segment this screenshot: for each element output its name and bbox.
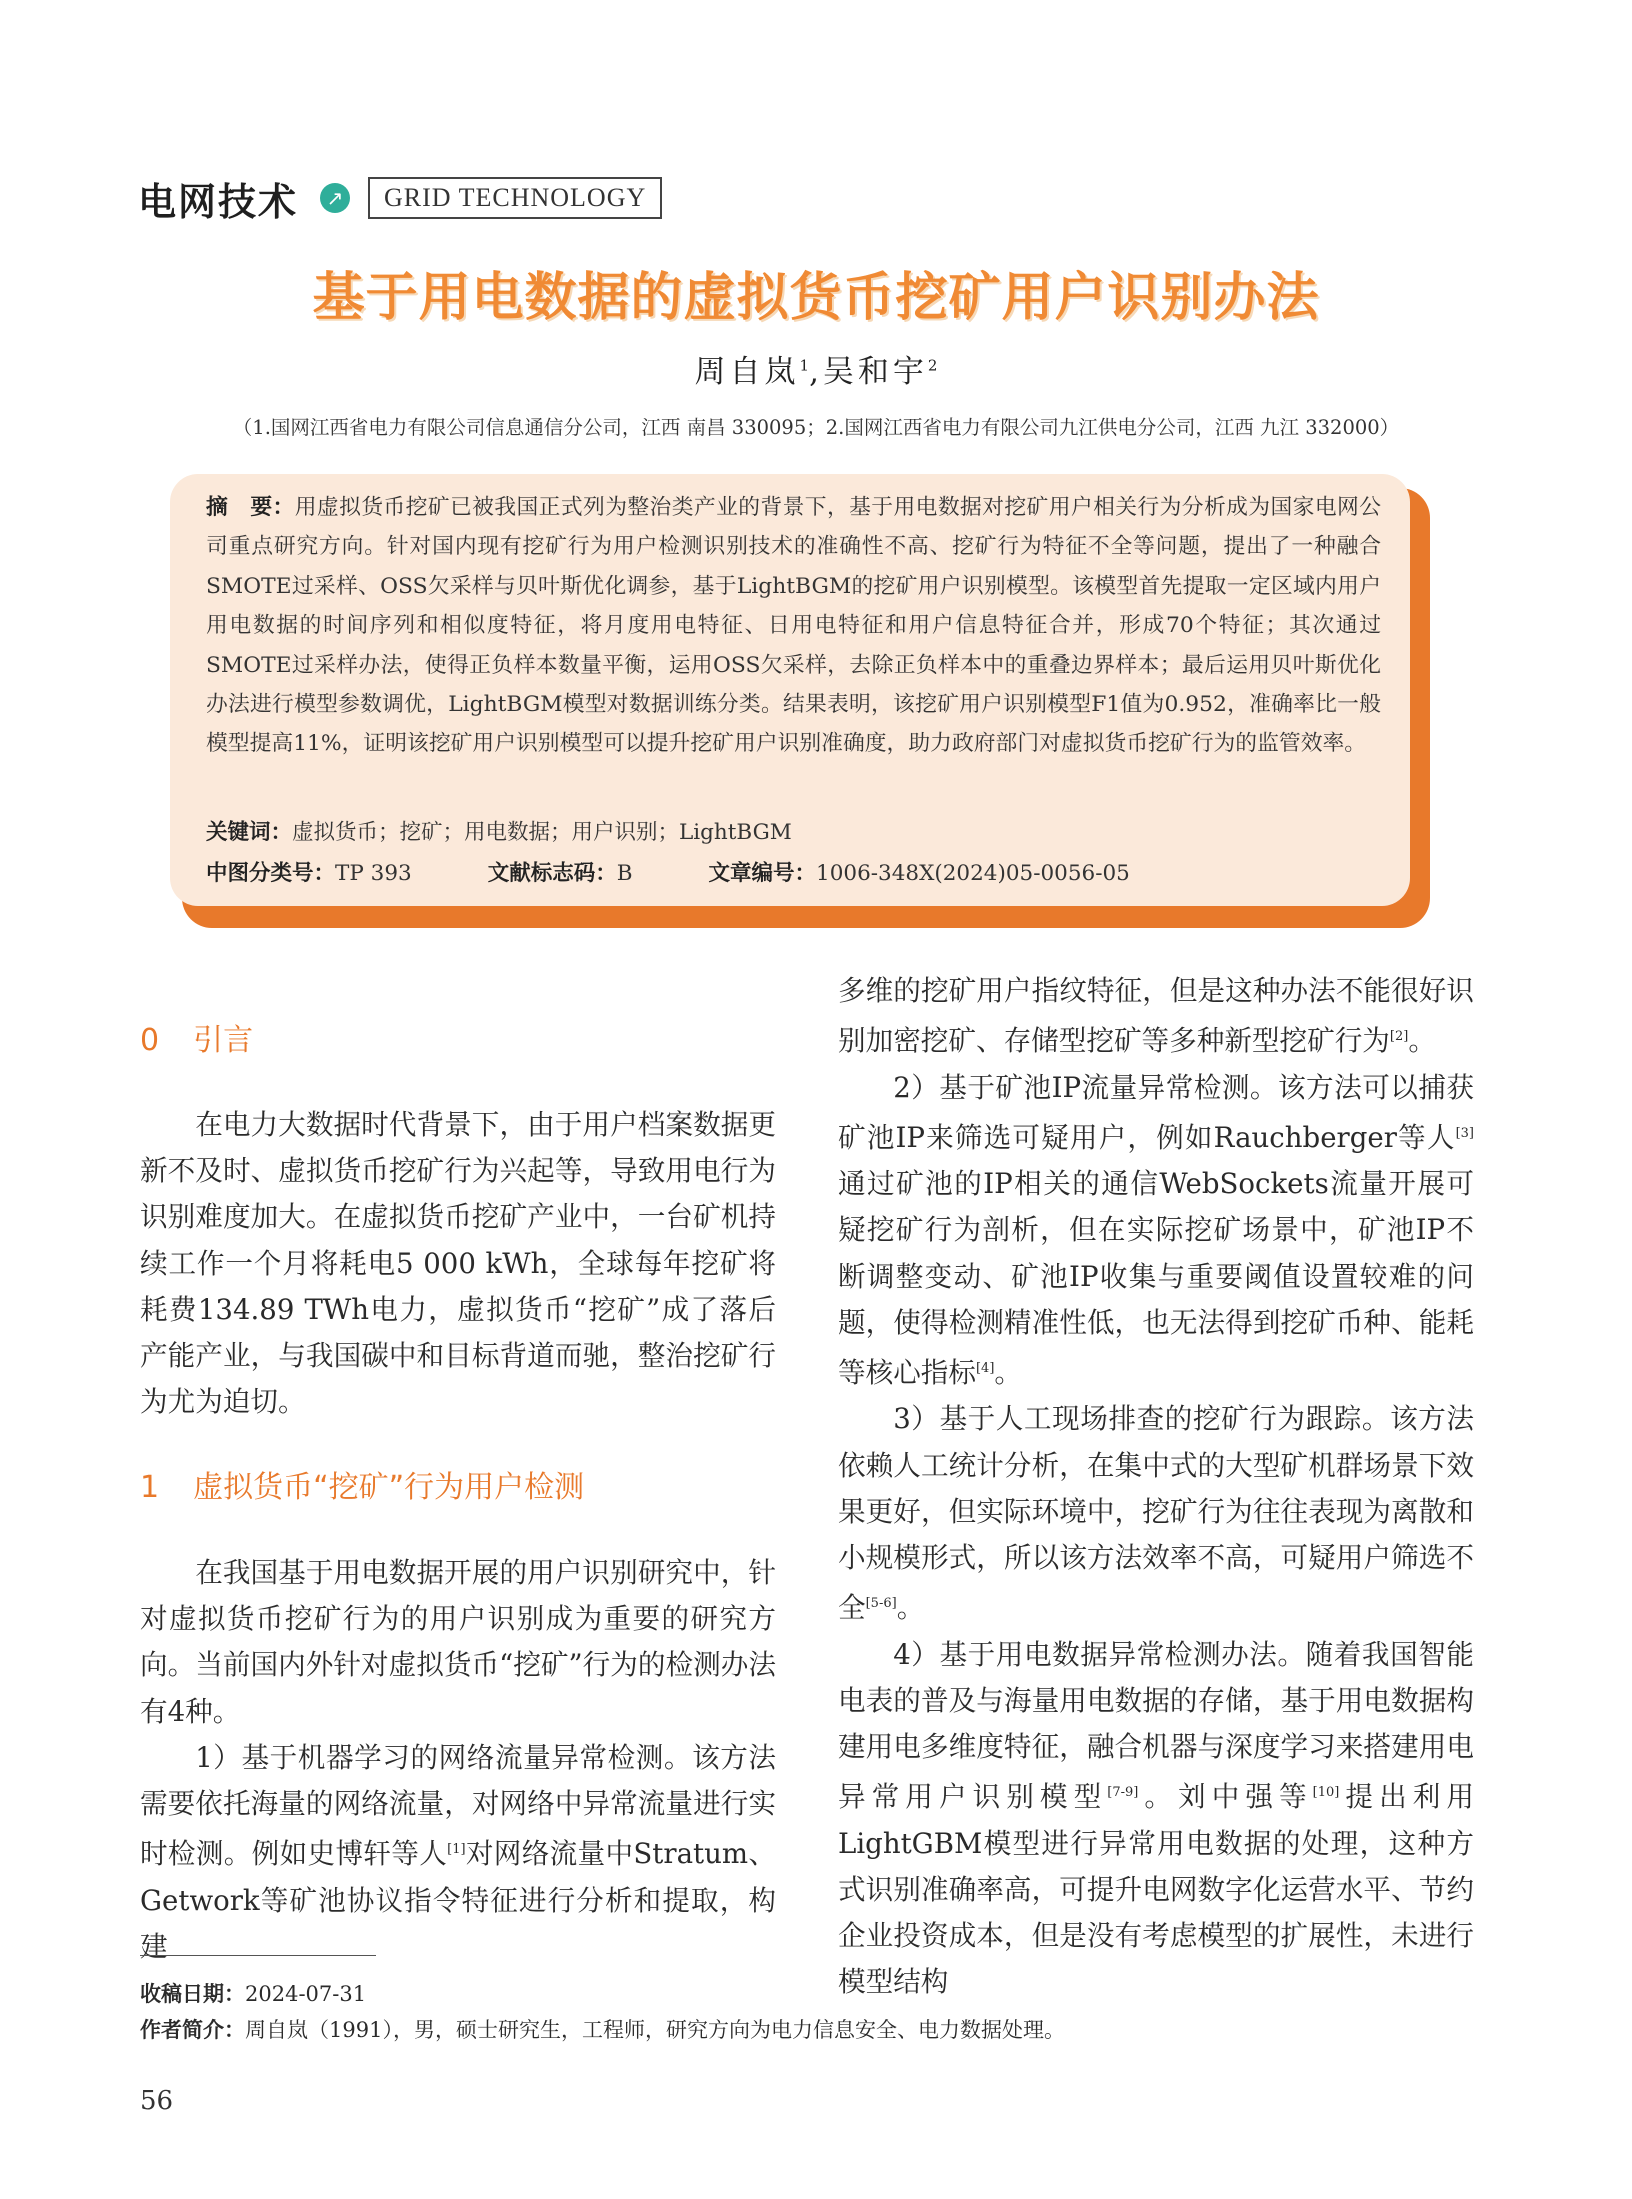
section-header xyxy=(138,172,662,224)
paragraph-text: 。 xyxy=(994,1356,1023,1390)
paragraph-text: 2）基于矿池IP流量异常检测。该方法可以捕获矿池IP来筛选可疑用户，例如Rauchberger等人 xyxy=(838,1070,1474,1154)
left-column-body xyxy=(140,1550,776,1970)
classification-line xyxy=(206,856,1206,887)
citation: [4] xyxy=(975,1361,995,1376)
intro-paragraph: 在电力大数据时代背景下，由于用户档案数据更新不及时、虚拟货币挖矿行为兴起等，导致用电行为识别难度加大。在虚拟货币挖矿产业中，一台矿机持续工作一个月将耗电5 000 kWh，全球每年挖矿将耗费134.89 TWh电力，虚拟货币“挖矿”成了落后产能产业，与我国碳中和目标背道而驰，整治挖矿行为尤为迫切。 xyxy=(140,1108,776,1419)
paragraph-text: 。 xyxy=(1408,1024,1436,1058)
citation: [5-6] xyxy=(865,1596,897,1612)
affiliation: （1.国网江西省电力有限公司信息通信分公司，江西 南昌 330095；2.国网江西省电力有限公司九江供电分公司，江西 九江 332000） xyxy=(232,416,1400,439)
author-2: 吴和宇 xyxy=(822,354,928,390)
paragraph xyxy=(838,1396,1474,1631)
section-title: 引言 xyxy=(193,1023,254,1058)
clc-label: 中图分类号： xyxy=(206,861,336,886)
paragraph-text: 。刘中强等 xyxy=(1138,1780,1313,1814)
arrow-icon: ↗ xyxy=(320,183,350,213)
paragraph xyxy=(838,1065,1474,1397)
keywords xyxy=(206,815,792,846)
paragraph xyxy=(838,1632,1474,2006)
paragraph-text: 4）基于用电数据异常检测办法。随着我国智能电表的普及与海量用电数据的存储，基于用电数据构建用电多维度特征，融合机器与深度学习来搭建用电异常用户识别模型 xyxy=(838,1637,1474,1814)
section-number: 0 xyxy=(140,1023,160,1058)
right-column-body xyxy=(838,968,1474,2005)
section-title-en: GRID TECHNOLOGY xyxy=(368,177,662,219)
citation: [2] xyxy=(1389,1029,1409,1045)
author-2-affil: 2 xyxy=(927,356,938,375)
paragraph xyxy=(140,1735,776,1970)
paragraph xyxy=(838,968,1474,1065)
footnote-divider xyxy=(140,1955,376,1956)
article-title: 基于用电数据的虚拟货币挖矿用户识别办法 xyxy=(312,268,1320,328)
section-number: 1 xyxy=(140,1470,160,1505)
paragraph-text: 多维的挖矿用户指纹特征，但是这种办法不能很好识别加密挖矿、存储型挖矿等多种新型挖矿行为 xyxy=(838,974,1474,1058)
abstract-text: 用虚拟货币挖矿已被我国正式列为整治类产业的背景下，基于用电数据对挖矿用户相关行为分析成为国家电网公司重点研究方向。针对国内现有挖矿行为用户检测识别技术的准确性不高、挖矿行为特征不全等问题，提出了一种融合SMOTE过采样、OSS欠采样与贝叶斯优化调参，基于LightBGM的挖矿用户识别模型。该模型首先提取一定区域内用户用电数据的时间序列和相似度特征，将月度用电特征、日用电特征和用户信息特征合并，形成70个特征；其次通过SMOTE过采样办法，使得正负样本数量平衡，运用OSS欠采样，去除正负样本中的重叠边界样本；最后运用贝叶斯优化办法进行模型参数调优，LightBGM模型对数据训练分类。结果表明，该挖矿用户识别模型F1值为0.952，准确率比一般模型提高11%，证明该挖矿用户识别模型可以提升挖矿用户识别准确度，助力政府部门对虚拟货币挖矿行为的监管效率。 xyxy=(206,495,1381,757)
paragraph-text: 1）基于机器学习的网络流量异常检测。该方法需要依托海量的网络流量，对网络中异常流量进行实时检测。例如史博轩等人 xyxy=(140,1740,776,1871)
authors xyxy=(0,346,1632,391)
received-date xyxy=(140,1978,366,2008)
citation: [3] xyxy=(1455,1125,1474,1141)
citation: [7-9] xyxy=(1107,1785,1139,1801)
author-bio-text: 周自岚（1991），男，硕士研究生，工程师，研究方向为电力信息安全、电力数据处理。 xyxy=(245,2018,1065,2042)
section-title: 虚拟货币“挖矿”行为用户检测 xyxy=(193,1470,585,1505)
citation: [10] xyxy=(1312,1785,1340,1801)
author-1: 周自岚 xyxy=(694,354,800,390)
clc-value: TP 393 xyxy=(335,861,412,886)
author-bio xyxy=(140,2014,1065,2044)
section-title-cn: 电网技术 xyxy=(138,179,299,224)
received-value: 2024-07-31 xyxy=(245,1982,367,2006)
intro-paragraph-block xyxy=(140,1102,776,1425)
article-no-value: 1006-348X(2024)05-0056-05 xyxy=(816,861,1130,886)
paragraph-text: 通过矿池的IP相关的通信WebSockets流量开展可疑挖矿行为剖析，但在实际挖矿场景中，矿池IP不断调整变动、矿池IP收集与重要阈值设置较难的问题，使得检测精准性低，也无法得到挖矿币种、能耗等核心指标 xyxy=(838,1167,1474,1390)
author-separator: , xyxy=(809,354,823,390)
abstract xyxy=(206,488,1381,764)
paragraph-text: 对网络流量中Stratum、Getwork等矿池协议指令特征进行分析和提取，构建 xyxy=(140,1837,776,1963)
section-heading-detection xyxy=(140,1462,584,1506)
abstract-label: 摘 要： xyxy=(206,495,295,520)
author-1-affil: 1 xyxy=(799,356,810,375)
section-heading-intro xyxy=(140,1015,253,1059)
paragraph-text: 提出利用LightGBM模型进行异常用电数据的处理，这种方式识别准确率高，可提升电网数字化运营水平、节约企业投资成本，但是没有考虑模型的扩展性，未进行模型结构 xyxy=(838,1780,1474,1999)
doc-code-label: 文献标志码： xyxy=(487,861,617,886)
paragraph-text: 3）基于人工现场排查的挖矿行为跟踪。该方法依赖人工统计分析，在集中式的大型矿机群场景下效果更好，但实际环境中，挖矿行为往往表现为离散和小规模形式，所以该方法效率不高，可疑用户筛选不全 xyxy=(838,1402,1474,1625)
citation: [1] xyxy=(447,1842,466,1858)
paragraph: 在我国基于用电数据开展的用户识别研究中，针对虚拟货币挖矿行为的用户识别成为重要的研究方向。当前国内外针对虚拟货币“挖矿”行为的检测办法有4种。 xyxy=(140,1556,776,1728)
keywords-text: 虚拟货币；挖矿；用电数据；用户识别；LightBGM xyxy=(292,820,792,845)
page-number: 56 xyxy=(140,2086,174,2116)
author-bio-label: 作者简介： xyxy=(140,2018,245,2042)
received-label: 收稿日期： xyxy=(140,1982,245,2006)
article-no-label: 文章编号： xyxy=(708,861,817,886)
paragraph-text: 。 xyxy=(896,1591,925,1625)
keywords-label: 关键词： xyxy=(206,820,293,845)
doc-code-value: B xyxy=(616,861,633,886)
